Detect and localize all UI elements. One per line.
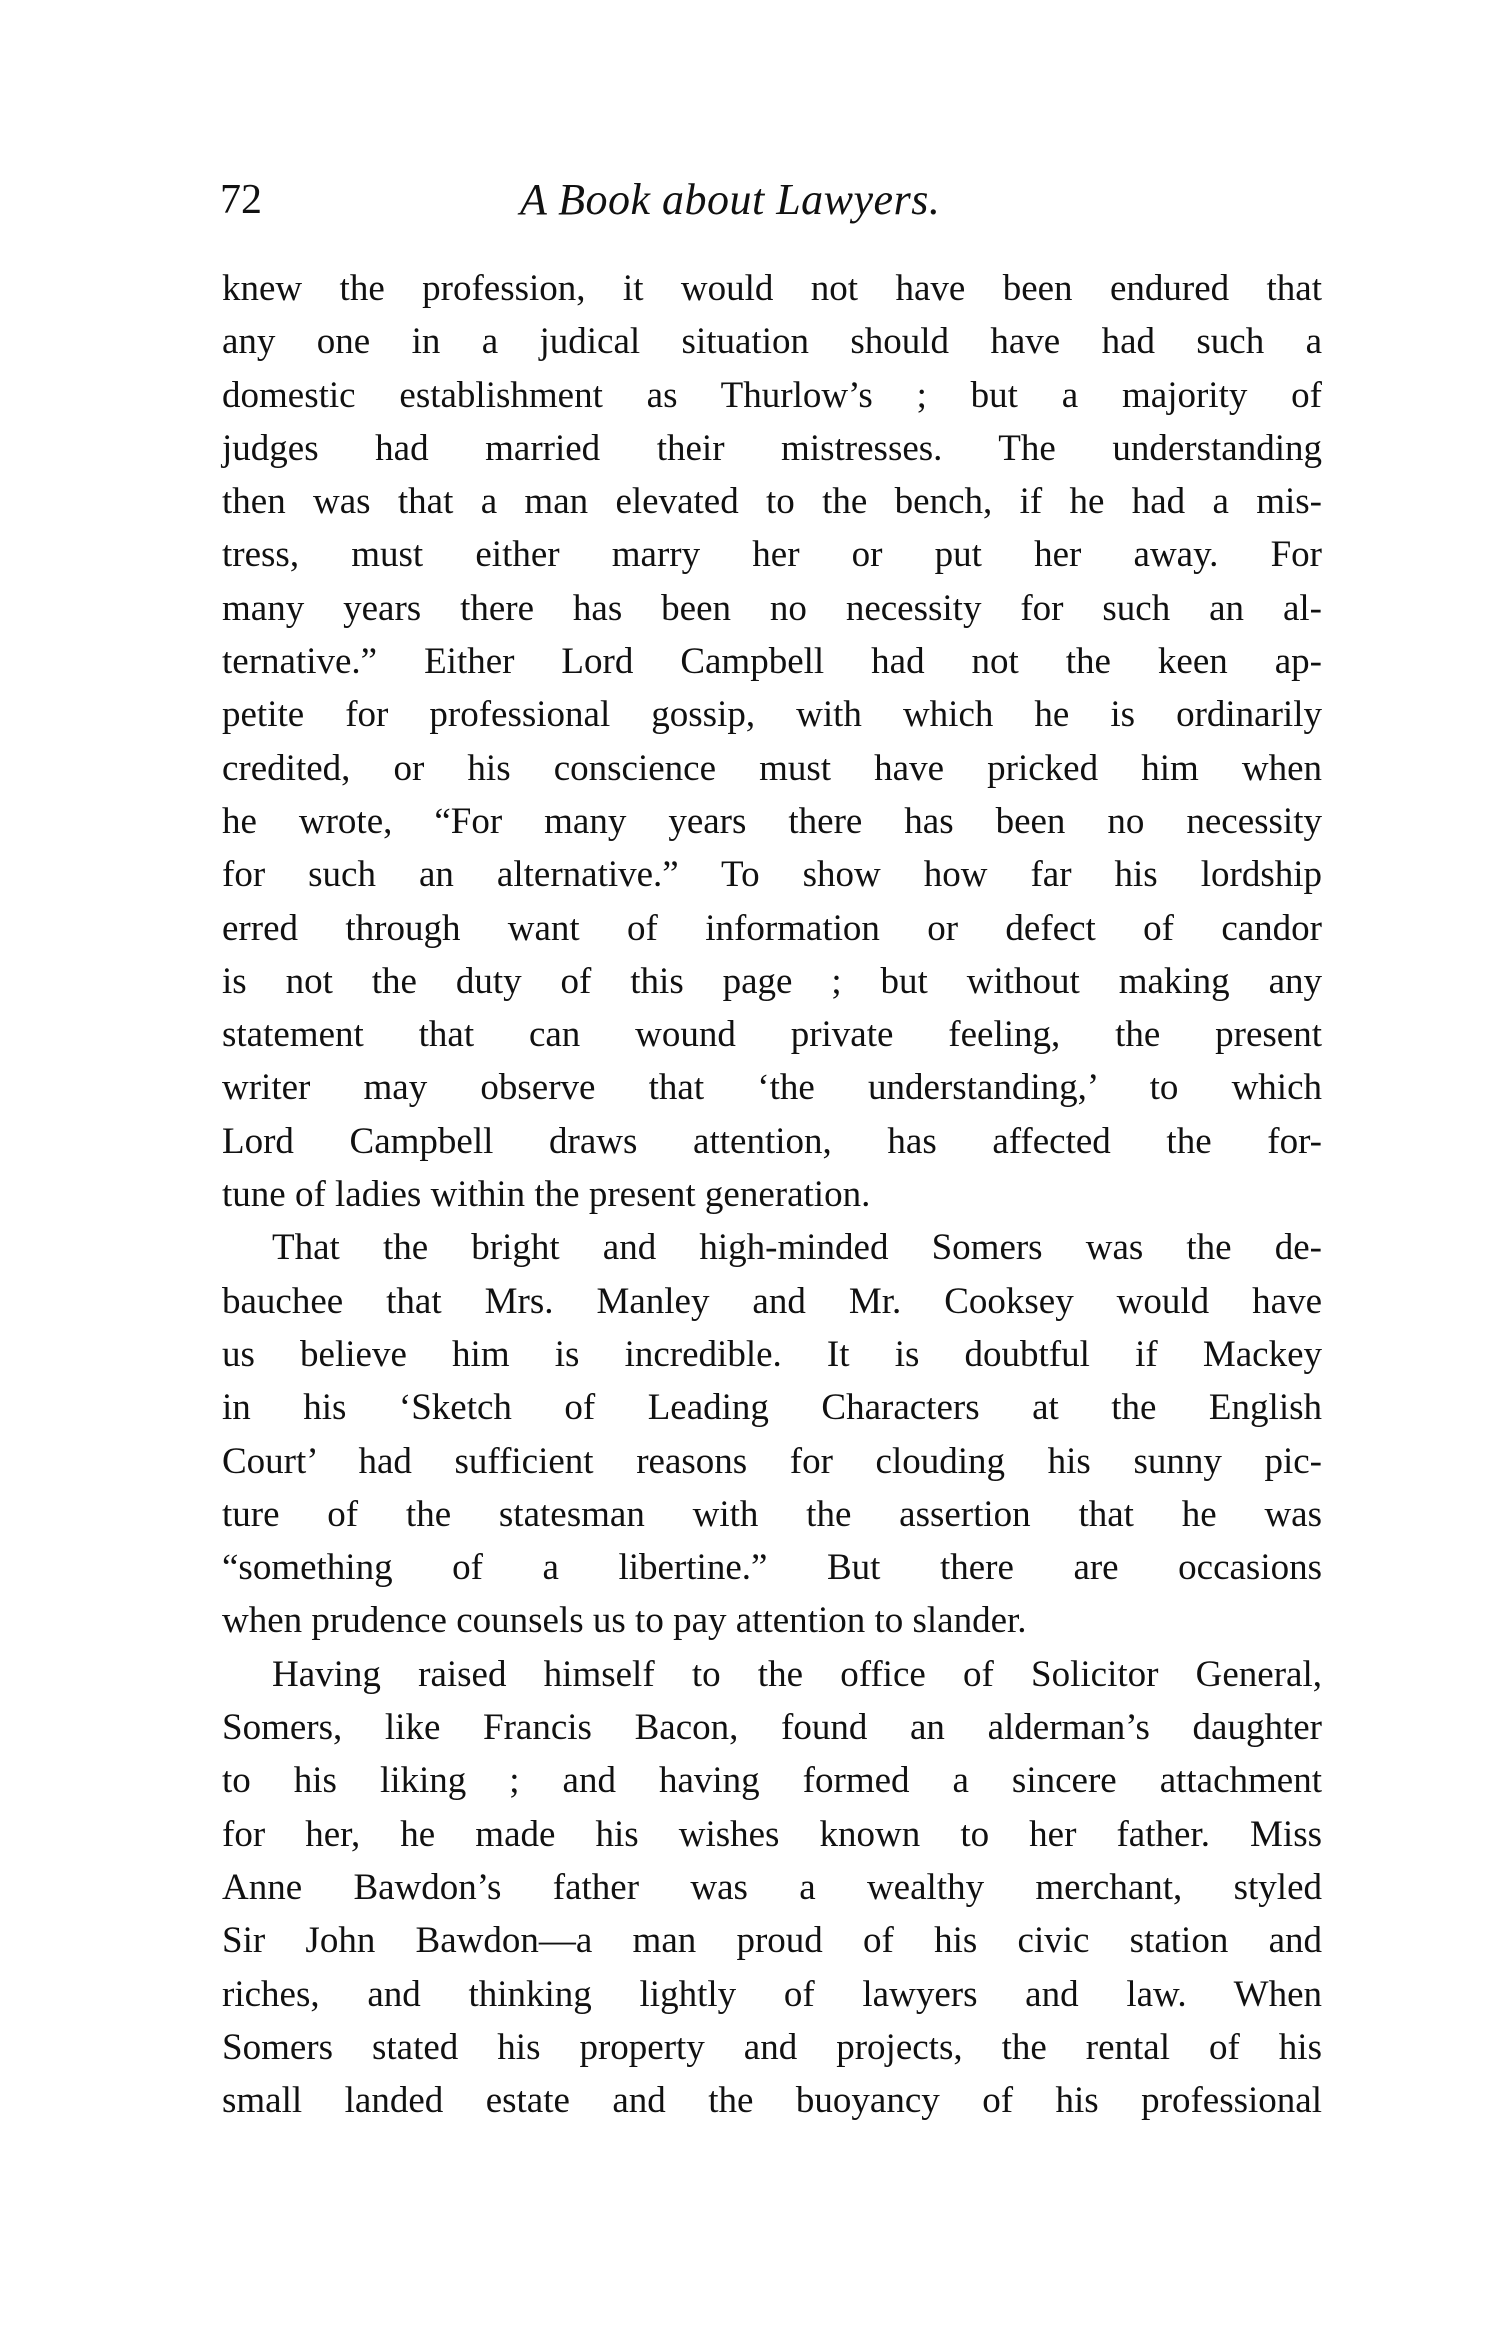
text-line: tune of ladies within the present generation. [222,1174,871,1216]
text-line: he wrote, “For many years there has been no necessity [222,800,1322,842]
text-line: writer may observe that ‘the understanding,’ to which [222,1067,1322,1109]
text-line: Having raised himself to the office of Solicitor General, [272,1653,1322,1695]
text-line: Somers, like Francis Bacon, found an alderman’s daughter [222,1707,1322,1749]
body-text [222,262,1322,2222]
text-line: for such an alternative.” To show how far his lordship [222,854,1322,896]
text-line: small landed estate and the buoyancy of his professional [222,2080,1322,2122]
text-line: riches, and thinking lightly of lawyers and law. When [222,1973,1322,2015]
text-line: in his ‘Sketch of Leading Characters at the English [222,1387,1322,1429]
text-line: erred through want of information or defect of candor [222,907,1322,949]
text-line: domestic establishment as Thurlow’s ; but a majority of [222,374,1322,416]
text-line: any one in a judical situation should have had such a [222,321,1322,363]
text-line: That the bright and high-minded Somers was the de- [272,1227,1322,1269]
text-line: Sir John Bawdon—a man proud of his civic station and [222,1920,1322,1962]
running-title: A Book about Lawyers. [520,175,941,224]
page-header [0,170,1502,240]
text-line: Somers stated his property and projects, the rental of his [222,2026,1322,2068]
text-line: bauchee that Mrs. Manley and Mr. Cooksey would have [222,1280,1322,1322]
text-line: when prudence counsels us to pay attention to slander. [222,1600,1027,1642]
text-line: judges had married their mistresses. The understanding [222,427,1322,469]
text-line: ternative.” Either Lord Campbell had not the keen ap- [222,641,1322,683]
page-number: 72 [220,177,262,223]
text-line: us believe him is incredible. It is doubtful if Mackey [222,1333,1322,1375]
text-line: tress, must either marry her or put her away. For [222,534,1322,576]
text-line: knew the profession, it would not have been endured that [222,268,1322,309]
text-line: Lord Campbell draws attention, has affected the for- [222,1120,1322,1162]
text-line: many years there has been no necessity for such an al- [222,587,1322,629]
text-line: then was that a man elevated to the bench, if he had a mis- [222,481,1322,523]
text-line: is not the duty of this page ; but without making any [222,960,1322,1002]
text-line: credited, or his conscience must have pricked him when [222,747,1322,789]
text-line: petite for professional gossip, with which he is ordinarily [222,694,1322,736]
text-line: Court’ had sufficient reasons for clouding his sunny pic- [222,1440,1322,1482]
text-line: for her, he made his wishes known to her father. Miss [222,1813,1322,1855]
text-line: to his liking ; and having formed a sincere attachment [222,1760,1322,1802]
text-line: Anne Bawdon’s father was a wealthy merchant, styled [222,1866,1322,1908]
text-line: ture of the statesman with the assertion that he was [222,1493,1322,1535]
text-line: “something of a libertine.” But there are occasions [222,1547,1322,1589]
text-line: statement that can wound private feeling, the present [222,1014,1322,1056]
